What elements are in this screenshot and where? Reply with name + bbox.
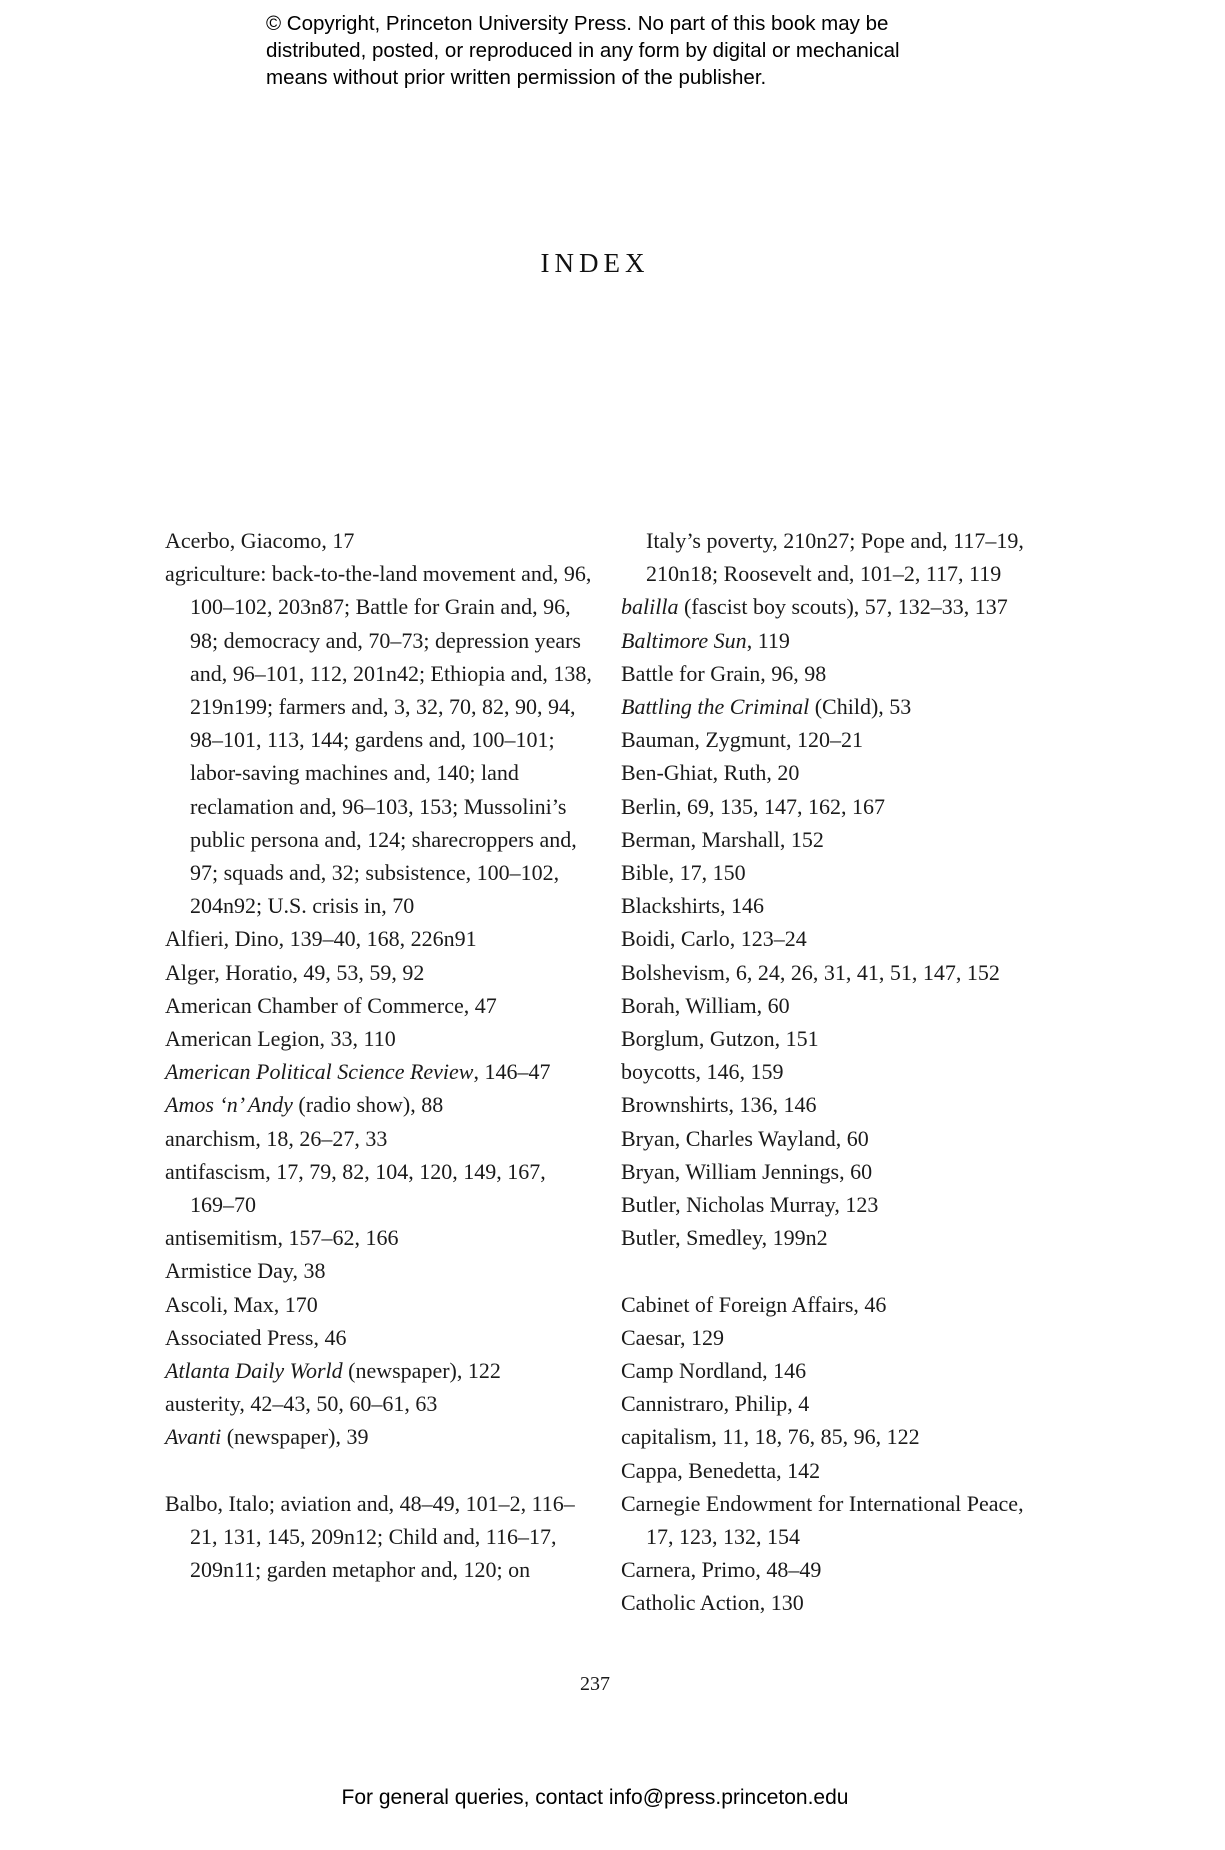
index-entry-text: Ascoli, Max, 170 — [165, 1291, 318, 1317]
index-entry — [621, 590, 1051, 623]
index-entry — [621, 1387, 1051, 1420]
page-number: 237 — [580, 1673, 610, 1695]
index-entry — [621, 657, 1051, 690]
index-entry — [621, 624, 1051, 657]
index-entry — [621, 1321, 1051, 1354]
index-entry — [621, 922, 1051, 955]
index-entry-text: Bauman, Zygmunt, 120–21 — [621, 727, 863, 753]
index-entry-text: Bolshevism, 6, 24, 26, 31, 41, 51, 147, 152 — [621, 959, 1000, 985]
index-entry — [165, 1321, 595, 1354]
index-entry-text: Blackshirts, 146 — [621, 893, 764, 919]
index-entry — [621, 1354, 1051, 1387]
index-entry — [165, 989, 595, 1022]
index-entry — [165, 1122, 595, 1155]
index-entry — [165, 1221, 595, 1254]
index-entry — [165, 1055, 595, 1088]
index-entry — [621, 723, 1051, 756]
index-entry — [165, 1088, 595, 1121]
index-entry-text: Butler, Nicholas Murray, 123 — [621, 1192, 879, 1218]
index-entry — [621, 1553, 1051, 1586]
index-entry — [621, 790, 1051, 823]
section-gap — [621, 1254, 1051, 1287]
index-entry — [621, 1288, 1051, 1321]
index-entry-title: American Political Science Review — [165, 1059, 474, 1085]
footer-contact: For general queries, contact info@press.princeton.edu — [341, 1786, 849, 1809]
index-entry-text: Cabinet of Foreign Affairs, 46 — [621, 1291, 887, 1317]
index-entry-text: Borah, William, 60 — [621, 992, 790, 1018]
index-entry-text: Catholic Action, 130 — [621, 1590, 804, 1616]
index-entry-text: capitalism, 11, 18, 76, 85, 96, 122 — [621, 1424, 920, 1450]
section-gap — [165, 1454, 595, 1487]
index-entry-text: Italy’s poverty, 210n27; Pope and, 117–19, 210n18; Roosevelt and, 101–2, 117, 119 — [646, 528, 1024, 587]
index-entry-text: Berman, Marshall, 152 — [621, 826, 824, 852]
index-entry-text: Bible, 17, 150 — [621, 860, 746, 886]
index-entry — [165, 1288, 595, 1321]
index-entry — [165, 922, 595, 955]
index-entry-text: Caesar, 129 — [621, 1324, 724, 1350]
index-entry-text: (Child), 53 — [809, 694, 912, 720]
index-entry-text: Balbo, Italo; aviation and, 48–49, 101–2, 116–21, 131, 145, 209n12; Child and, 116–17, 209n11; garden metaphor and, 120; on — [165, 1490, 575, 1583]
index-entry — [621, 856, 1051, 889]
index-entry — [621, 1221, 1051, 1254]
index-entry — [621, 1022, 1051, 1055]
index-entry — [165, 1022, 595, 1055]
index-entry — [165, 1254, 595, 1287]
copyright-line: means without prior written permission of the publisher. — [266, 66, 767, 89]
index-entry — [621, 1420, 1051, 1453]
index-entry-text: Bryan, William Jennings, 60 — [621, 1158, 873, 1184]
index-entry-text: Acerbo, Giacomo, 17 — [165, 528, 355, 553]
index-entry — [621, 956, 1051, 989]
index-entry-text: Bryan, Charles Wayland, 60 — [621, 1125, 869, 1151]
index-entry-text: American Chamber of Commerce, 47 — [165, 992, 497, 1018]
index-entry — [165, 1487, 595, 1587]
index-entry-text: Alger, Horatio, 49, 53, 59, 92 — [165, 959, 425, 985]
index-entry-text: , 146–47 — [473, 1059, 551, 1085]
index-entry-title: Amos ‘n’ Andy — [165, 1092, 293, 1118]
index-entry-text: Ben-Ghiat, Ruth, 20 — [621, 760, 800, 786]
index-entry-text: antisemitism, 157–62, 166 — [165, 1225, 399, 1251]
index-entry-text: Armistice Day, 38 — [165, 1258, 326, 1284]
index-entry-text: Carnegie Endowment for International Peace, 17, 123, 132, 154 — [621, 1490, 1024, 1550]
index-entry — [621, 823, 1051, 856]
index-entry-text: American Legion, 33, 110 — [165, 1026, 396, 1052]
index-entry-text: Cappa, Benedetta, 142 — [621, 1457, 821, 1483]
index-entry — [621, 1055, 1051, 1088]
index-entry-text: agriculture: back-to-the-land movement and, 96, 100–102, 203n87; Battle for Grain and, 96, 98; democracy and, 70–73; depression years and, 96–101, 112, 201n42; Ethiopia and, 138, 219n199; farmers and, 3, 32, 70, 82, 90, 94, 98–101, 113, 144; gardens and, 100–101; labor-saving machines and, 140; land reclamation and, 96–103, 153; Mussolini’s public persona and, 124; sharecroppers and, 97; squads and, 32; subsistence, 100–102, 204n92; U.S. crisis in, 70 — [165, 561, 592, 919]
index-entry-text: Boidi, Carlo, 123–24 — [621, 926, 807, 952]
index-entry — [621, 1155, 1051, 1188]
index-entry-text: Associated Press, 46 — [165, 1324, 347, 1350]
index-entry — [165, 1387, 595, 1420]
index-entry-title: balilla — [621, 594, 679, 620]
index-entry-text: Battle for Grain, 96, 98 — [621, 660, 827, 686]
index-entry — [165, 1155, 595, 1221]
copyright-notice — [266, 10, 1026, 91]
page-title: INDEX — [540, 248, 650, 278]
index-entry — [621, 524, 1051, 590]
copyright-line: © Copyright, Princeton University Press. No part of this book may be — [266, 12, 889, 35]
index-entry — [165, 1354, 595, 1387]
index-entry-text: anarchism, 18, 26–27, 33 — [165, 1125, 388, 1151]
index-entry — [165, 524, 595, 557]
index-entry — [621, 690, 1051, 723]
index-entry-text: Borglum, Gutzon, 151 — [621, 1026, 819, 1052]
index-entry-text: antifascism, 17, 79, 82, 104, 120, 149, 167, 169–70 — [165, 1158, 546, 1218]
index-entry — [621, 1586, 1051, 1619]
index-entry-text: Cannistraro, Philip, 4 — [621, 1391, 810, 1417]
index-entry — [621, 1487, 1051, 1553]
index-entry-text: , 119 — [746, 627, 790, 653]
index-entry-text: (newspaper), 122 — [342, 1358, 501, 1384]
index-entry-title: Baltimore Sun — [621, 627, 747, 653]
index-entry — [621, 1122, 1051, 1155]
index-entry — [165, 1420, 595, 1453]
index-entry-text: Camp Nordland, 146 — [621, 1358, 807, 1384]
index-entry-text: austerity, 42–43, 50, 60–61, 63 — [165, 1391, 438, 1417]
index-entry-text: Brownshirts, 136, 146 — [621, 1092, 817, 1118]
index-entry-text: Carnera, Primo, 48–49 — [621, 1557, 822, 1583]
index-entry-title: Atlanta Daily World — [165, 1358, 343, 1384]
index-entry — [621, 756, 1051, 789]
index-entry — [621, 1454, 1051, 1487]
index-entry — [621, 989, 1051, 1022]
index-entry — [621, 1188, 1051, 1221]
index-entry-text: Berlin, 69, 135, 147, 162, 167 — [621, 793, 885, 819]
index-entry — [621, 1088, 1051, 1121]
index-entry-text: Butler, Smedley, 199n2 — [621, 1225, 828, 1251]
index-entry-text: (radio show), 88 — [292, 1092, 444, 1118]
index-entry-text: (fascist boy scouts), 57, 132–33, 137 — [678, 594, 1008, 620]
index-entry — [165, 956, 595, 989]
index-entry-text: Alfieri, Dino, 139–40, 168, 226n91 — [165, 926, 477, 952]
index-column-left — [165, 524, 595, 1586]
copyright-line: distributed, posted, or reproduced in any form by digital or mechanical — [266, 39, 900, 62]
index-entry-title: Avanti — [165, 1424, 222, 1450]
index-entry — [165, 557, 595, 922]
index-entry — [621, 889, 1051, 922]
index-entry-text: (newspaper), 39 — [221, 1424, 369, 1450]
index-entry-title: Battling the Criminal — [621, 694, 810, 720]
index-column-right — [621, 524, 1051, 1620]
index-entry-text: boycotts, 146, 159 — [621, 1059, 784, 1085]
